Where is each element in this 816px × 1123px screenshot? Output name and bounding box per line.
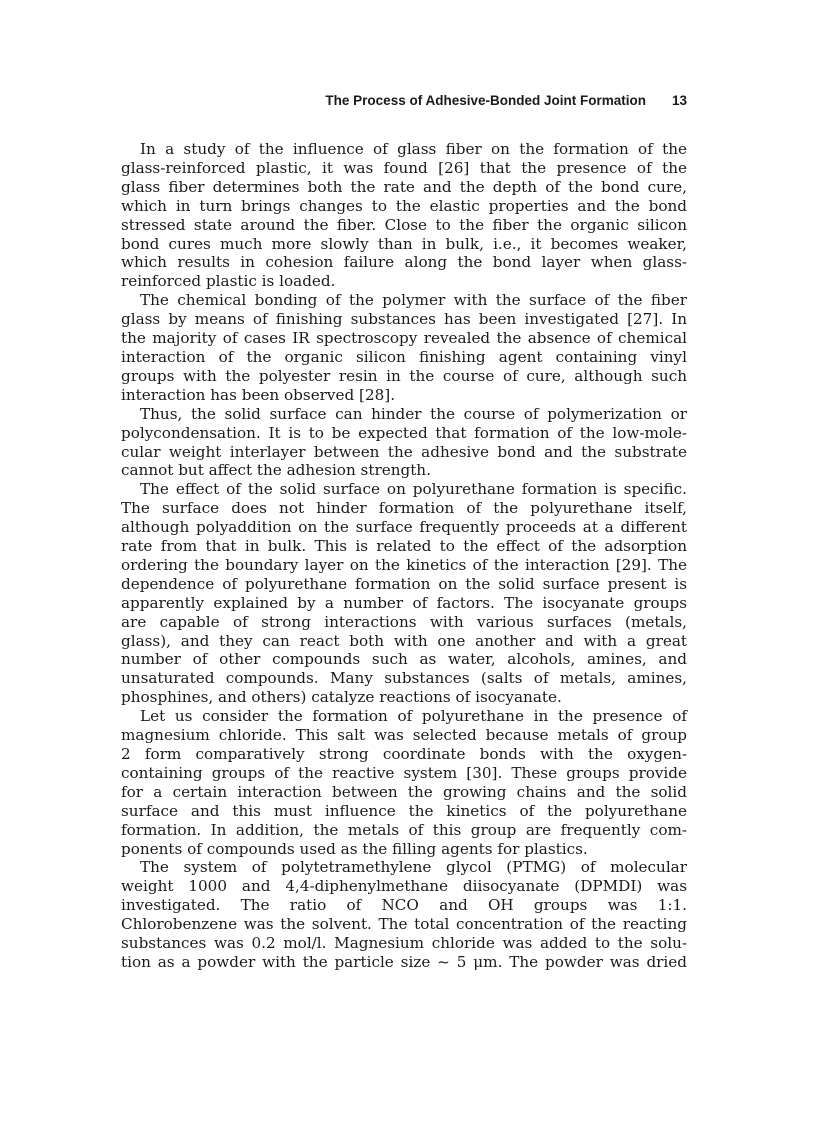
text-line: unsaturated compounds. Many substances (salts of metals, amines, <box>121 669 687 688</box>
text-line: stressed state around the fiber. Close to the fiber the organic silicon <box>121 215 687 234</box>
text-line: Chlorobenzene was the solvent. The total concentration of the reacting <box>121 915 687 934</box>
paragraph <box>121 291 687 404</box>
text-line: Thus, the solid surface can hinder the course of polymerization or <box>140 404 687 423</box>
text-line: weight 1000 and 4,4-diphenylmethane diisocyanate (DPMDI) was <box>121 877 687 896</box>
text-line: 2 form comparatively strong coordinate bonds with the oxygen- <box>121 745 687 763</box>
text-line: are capable of strong interactions with various surfaces (metals, <box>121 612 687 631</box>
text-line: number of other compounds such as water, alcohols, amines, and <box>121 650 687 669</box>
text-line: cannot but affect the adhesion strength. <box>121 461 431 480</box>
paragraph <box>121 405 687 481</box>
text-line: surface and this must influence the kinetics of the polyurethane <box>121 801 687 820</box>
text-line: ordering the boundary layer on the kinetics of the interaction [29]. The <box>121 555 687 574</box>
text-line: ponents of compounds used as the filling agents for plastics. <box>121 839 588 858</box>
running-header <box>121 93 687 108</box>
text-line: glass-reinforced plastic, it was found [26] that the presence of the <box>121 158 687 177</box>
paragraph <box>121 480 687 707</box>
text-line: In a study of the influence of glass fiber on the formation of the <box>140 140 687 158</box>
text-line: investigated. The ratio of NCO and OH groups was 1:1. <box>121 896 687 915</box>
text-line: formation. In addition, the metals of this group are frequently com- <box>121 820 687 839</box>
text-line: dependence of polyurethane formation on the solid surface present is <box>121 574 687 593</box>
text-line: interaction of the organic silicon finishing agent containing vinyl <box>121 347 687 366</box>
text-line: The system of polytetramethylene glycol (PTMG) of molecular <box>140 858 687 877</box>
text-line: polycondensation. It is to be expected that formation of the low-mole- <box>121 423 687 442</box>
text-line: magnesium chloride. This salt was selected because metals of group <box>121 726 687 745</box>
text-line: interaction has been observed [28]. <box>121 385 396 404</box>
text-line: The effect of the solid surface on polyurethane formation is specific. <box>140 480 687 499</box>
text-line: glass fiber determines both the rate and the depth of the bond cure, <box>121 177 687 196</box>
text-line: although polyaddition on the surface frequently proceeds at a different <box>121 518 687 537</box>
text-line: Let us consider the formation of polyurethane in the presence of <box>140 707 687 726</box>
text-line: for a certain interaction between the growing chains and the solid <box>121 782 687 801</box>
text-line: bond cures much more slowly than in bulk, i.e., it becomes weaker, <box>121 234 687 253</box>
text-line: tion as a powder with the particle size ~ 5 μm. The powder was dried <box>121 952 687 971</box>
text-line: apparently explained by a number of factors. The isocyanate groups <box>121 593 687 612</box>
paragraph <box>121 140 687 291</box>
running-title: The Process of Adhesive-Bonded Joint Formation <box>325 93 646 108</box>
text-line: glass), and they can react both with one another and with a great <box>121 631 687 650</box>
text-line: the majority of cases IR spectroscopy revealed the absence of chemical <box>121 329 687 348</box>
page-number: 13 <box>671 93 687 108</box>
text-line: groups with the polyester resin in the course of cure, although such <box>121 366 687 385</box>
text-line: which in turn brings changes to the elastic properties and the bond <box>121 196 687 215</box>
text-line: which results in cohesion failure along the bond layer when glass- <box>121 253 687 272</box>
paragraph <box>121 707 687 858</box>
text-line: glass by means of finishing substances has been investigated [27]. In <box>121 310 687 329</box>
text-line: cular weight interlayer between the adhesive bond and the substrate <box>121 442 687 461</box>
text-line: rate from that in bulk. This is related to the effect of the adsorption <box>121 537 687 556</box>
text-line: The chemical bonding of the polymer with the surface of the fiber <box>140 291 687 310</box>
text-line: substances was 0.2 mol/l. Magnesium chloride was added to the solu- <box>121 934 687 953</box>
body-text <box>121 140 687 972</box>
paragraph <box>121 858 687 971</box>
text-line: phosphines, and others) catalyze reactions of isocyanate. <box>121 688 562 707</box>
text-line: The surface does not hinder formation of the polyurethane itself, <box>121 499 687 518</box>
text-line: containing groups of the reactive system [30]. These groups provide <box>121 763 687 782</box>
text-line: reinforced plastic is loaded. <box>121 272 336 291</box>
